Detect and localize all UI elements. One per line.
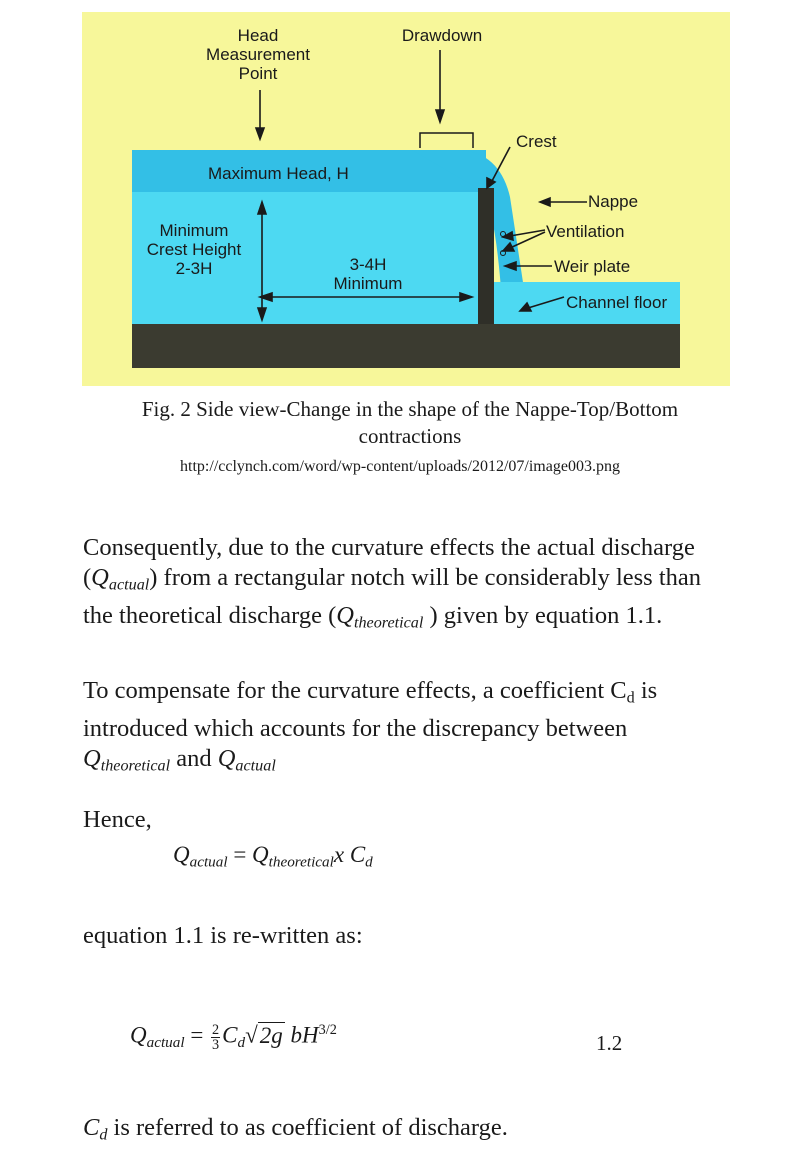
caption-line-1: Fig. 2 Side view-Change in the shape of the Nappe-Top/Bottom [141, 397, 679, 421]
maximum-head-label: Maximum Head, H [208, 164, 349, 183]
min-crest-height-label-2: Crest Height [146, 240, 242, 259]
head-measurement-label-2: Measurement [206, 45, 310, 64]
min-crest-height-label-3: 2-3H [175, 259, 213, 278]
rewritten-text: equation 1.1 is re-written as: [83, 922, 363, 949]
para2-line-1: To compensate for the curvature effects, a coefficient $C_d$ is [83, 677, 658, 707]
min-crest-height-label-1: Minimum [159, 221, 229, 240]
weir-plate-label: Weir plate [554, 257, 631, 276]
caption-line-2: contractions [358, 424, 462, 448]
para1-line-1: Consequently, due to the curvature effects the actual discharge [83, 534, 695, 561]
hence-text: Hence, [83, 806, 152, 833]
para1-line-2: $(Q_{actual})$ from a rectangular notch will be considerably less than [83, 564, 702, 594]
channel-floor [132, 324, 680, 368]
paragraph-compensate [83, 676, 657, 781]
para1-line-3: the theoretical discharge ($Q_{theoretical}$ ) given by equation 1.1. [83, 601, 663, 632]
distance-label-1: 3-4H [349, 255, 387, 274]
nappe-label: Nappe [588, 192, 639, 211]
para2-line-2: introduced which accounts for the discrepancy between [83, 714, 628, 742]
crest-label: Crest [516, 132, 557, 151]
paragraph-consequently [83, 533, 701, 638]
head-measurement-label-3: Point [238, 64, 278, 83]
weir-side-view-figure [82, 12, 730, 386]
equation-1-2: $Q_{actual}$ = $\frac{2}{3}$ $C_d√2g$ $bH^{3/2}$ [130, 1021, 337, 1053]
weir-plate [478, 188, 494, 326]
channel-floor-label: Channel floor [566, 293, 668, 312]
drawdown-label: Drawdown [401, 26, 483, 45]
equation-number: 1.2 [596, 1031, 623, 1055]
head-measurement-label-1: Head [237, 26, 279, 45]
ventilation-label: Ventilation [546, 222, 625, 241]
figure-caption [60, 396, 760, 450]
equation-discharge-relation: $Q_{actual} = Q_{theoretical}x$ $C_d$ [173, 842, 373, 871]
para2-line-3: $Q_{theoretical}$ and $Q_{actual}$ [83, 744, 276, 775]
distance-label-2: Minimum [333, 274, 403, 293]
figure-source-url: http://cclynch.com/word/wp-content/uploads/2012/07/image003.png [180, 458, 620, 475]
fraction-two-thirds: $\frac{2}{3}$ [212, 1021, 220, 1053]
closing-sentence: $C_d$ is referred to as coefficient of discharge. [83, 1114, 508, 1144]
